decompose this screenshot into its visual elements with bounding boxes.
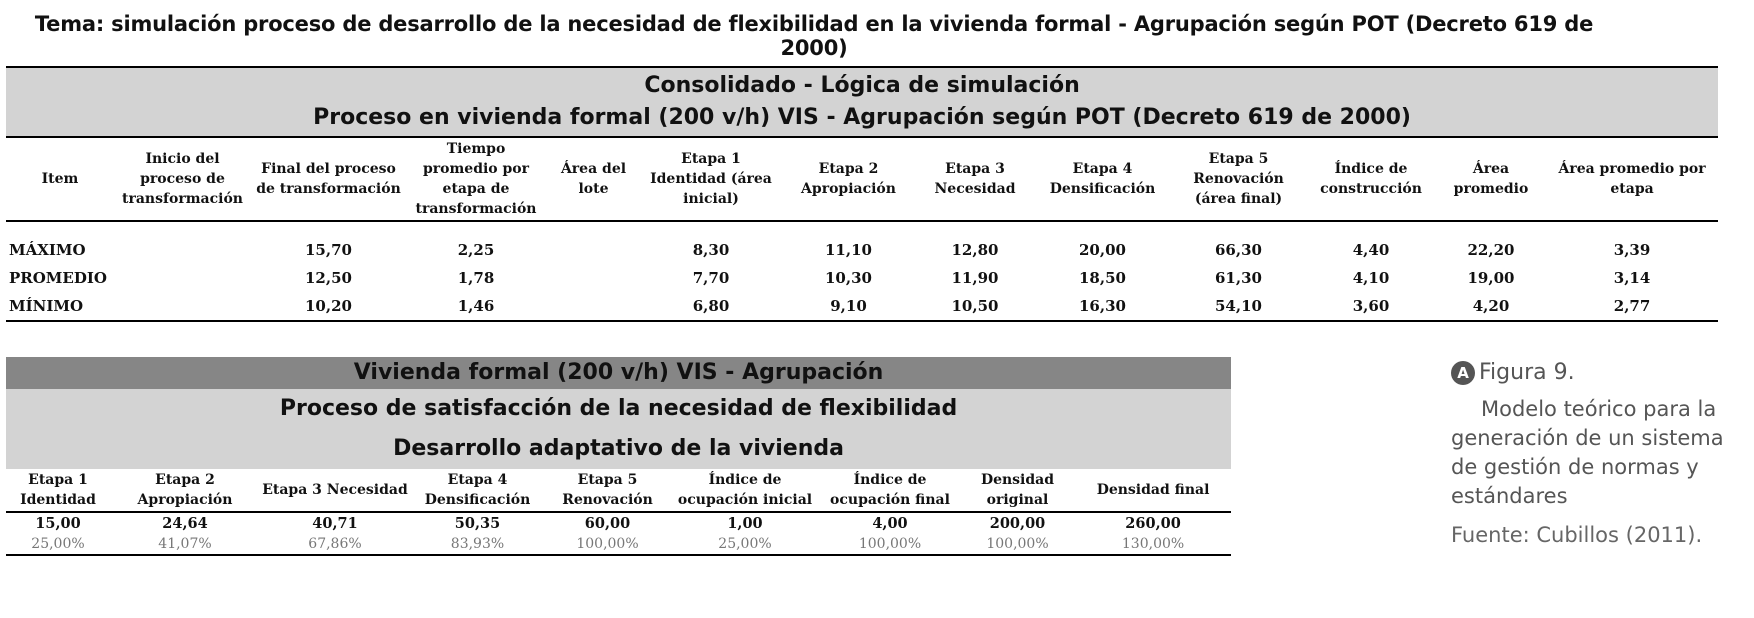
table-cell [114, 236, 251, 264]
table-cell: 11,90 [951, 269, 999, 287]
col-header: Área promedio [1436, 137, 1546, 221]
table-cell: 2,25 [457, 241, 495, 259]
table-cell: 25,00% [670, 533, 820, 555]
table-cell: 3,39 [1613, 241, 1651, 259]
col-header: Índice de ocupación final [830, 472, 950, 508]
table-cell: 100,00% [960, 533, 1075, 555]
table-cell: 1,46 [406, 292, 546, 321]
col-header: Etapa 2 Apropiación [781, 137, 916, 221]
table-row [6, 264, 1718, 292]
row-label: MÁXIMO [9, 241, 86, 259]
figure-label [1451, 360, 1751, 385]
figure-description: Modelo teórico para la generación de un sistema de gestión de normas y estándares [1451, 397, 1724, 508]
col-header: Densidad final [1096, 482, 1210, 498]
table-cell: 1,00 [670, 512, 820, 533]
figure-source: Fuente: Cubillos (2011). [1451, 523, 1703, 547]
col-header: Tiempo promedio por etapa de transformación [406, 137, 546, 221]
table-cell: 11,10 [825, 241, 872, 259]
table-row [6, 236, 1718, 264]
figure-badge-icon: A [1451, 361, 1475, 385]
table-cell: 61,30 [1215, 269, 1262, 287]
table-cell [546, 292, 641, 321]
table-cell: 20,00 [1079, 241, 1126, 259]
table-cell: 4,10 [1352, 269, 1390, 287]
table-cell: 22,20 [1467, 241, 1515, 259]
col-header: Inicio del proceso de transformación [114, 137, 251, 221]
table-cell: 100,00% [545, 533, 670, 555]
table-row [6, 512, 1231, 533]
table-cell: 4,40 [1352, 241, 1390, 259]
col-header: Etapa 5 Renovación [562, 472, 653, 508]
table-cell: 18,50 [1079, 269, 1126, 287]
figure-caption [1451, 360, 1751, 547]
table-cell [546, 264, 641, 292]
table-cell: 260,00 [1075, 512, 1231, 533]
table-cell: 40,71 [260, 512, 410, 533]
table-cell: 10,30 [825, 269, 872, 287]
col-header: Etapa 4 Densificación [424, 472, 531, 508]
table-cell: 15,70 [305, 241, 352, 259]
col-header: Etapa 1 Identidad (área inicial) [641, 137, 781, 221]
table-cell: 12,50 [305, 269, 352, 287]
table-cell: 25,00% [6, 533, 110, 555]
table-cell [114, 264, 251, 292]
table-cell: 10,50 [916, 292, 1034, 321]
col-header: Índice de construcción [1306, 137, 1436, 221]
table-cell: 19,00 [1467, 269, 1515, 287]
table-cell: 7,70 [692, 269, 730, 287]
table1-band-1: Consolidado - Lógica de simulación [6, 67, 1718, 102]
table-cell: 4,00 [820, 512, 960, 533]
row-label: PROMEDIO [9, 269, 107, 287]
col-header: Item [6, 137, 114, 221]
table-row [6, 533, 1231, 555]
col-header: Etapa 3 Necesidad [262, 482, 408, 498]
table-cell: 16,30 [1034, 292, 1171, 321]
table-cell: 9,10 [781, 292, 916, 321]
table-cell: 200,00 [960, 512, 1075, 533]
table-cell: 67,86% [260, 533, 410, 555]
col-header: Final del proceso de transformación [251, 137, 406, 221]
table-cell: 83,93% [410, 533, 545, 555]
figure-number: Figura 9. [1479, 360, 1575, 385]
table1-band-2: Proceso en vivienda formal (200 v/h) VIS - Agrupación según POT (Decreto 619 de 2000) [313, 105, 1411, 130]
table-cell: 1,78 [457, 269, 495, 287]
col-header: Área del lote [546, 137, 641, 221]
col-header: Etapa 2 Apropiación [137, 472, 233, 508]
page-title: Tema: simulación proceso de desarrollo de la necesidad de flexibilidad en la vivienda formal - Agrupación según POT (Decreto 619 de 2000) [34, 12, 1594, 60]
table-cell: 130,00% [1075, 533, 1231, 555]
table-cell: 50,35 [410, 512, 545, 533]
col-header: Densidad original [980, 472, 1055, 508]
table-cell: 3,14 [1613, 269, 1651, 287]
col-header: Etapa 3 Necesidad [916, 137, 1034, 221]
col-header: Área promedio por etapa [1546, 137, 1718, 221]
table-cell: 66,30 [1215, 241, 1262, 259]
table-cell: 12,80 [951, 241, 999, 259]
table-cell: 15,00 [6, 512, 110, 533]
table-cell: 10,20 [251, 292, 406, 321]
table-cell: 3,60 [1306, 292, 1436, 321]
table-cell: 24,64 [110, 512, 260, 533]
vivienda-table [6, 357, 1231, 556]
table-cell [114, 292, 251, 321]
table-row [6, 292, 1718, 321]
table-cell: 6,80 [641, 292, 781, 321]
row-label: MÍNIMO [6, 292, 114, 321]
table-cell: 4,20 [1436, 292, 1546, 321]
consolidado-table [6, 66, 1718, 322]
table-cell: 41,07% [110, 533, 260, 555]
table-cell: 8,30 [692, 241, 730, 259]
col-header: Índice de ocupación inicial [677, 472, 813, 508]
table2-band-3: Desarrollo adaptativo de la vivienda [6, 429, 1231, 469]
table-cell: 100,00% [820, 533, 960, 555]
table2-band-1: Vivienda formal (200 v/h) VIS - Agrupación [353, 360, 884, 385]
col-header: Etapa 4 Densificación [1034, 137, 1171, 221]
table2-band-2: Proceso de satisfacción de la necesidad de flexibilidad [6, 389, 1231, 429]
col-header: Etapa 1 Identidad [20, 472, 96, 508]
table-cell: 2,77 [1546, 292, 1718, 321]
col-header: Etapa 5 Renovación (área final) [1171, 137, 1306, 221]
table-cell: 54,10 [1171, 292, 1306, 321]
table-cell [546, 236, 641, 264]
table-cell: 60,00 [545, 512, 670, 533]
